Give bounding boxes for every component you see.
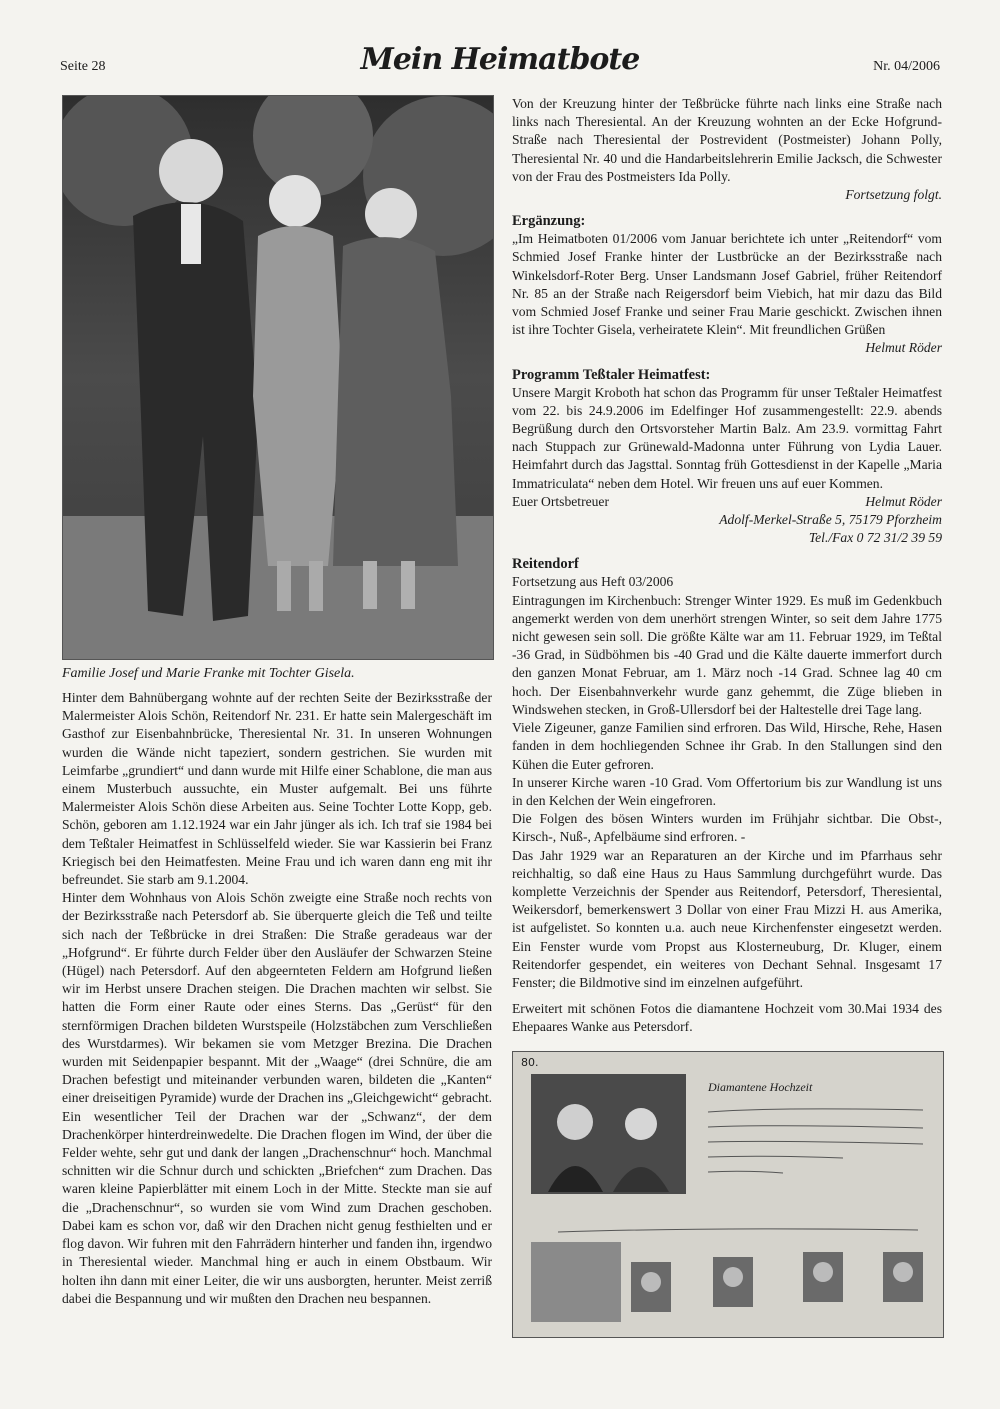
programm-signature [512,493,942,511]
reitendorf-paragraph: Das Jahr 1929 war an Reparaturen an der Kirche und im Pfarrhaus sehr reichhaltig, so daß eine Haus zu Haus Sammlung durchgeführt wurde. Das komplette Verzeichnis der Spender aus Reitendorf, Petersdorf, Theresiental, Weikersdorf, bemerkenswert 3 Dollar von einer Frau Mizzi H. aus Amerika, ist aufgelistet. So konnten u.a. auch neue Kirchenfenster eingesetzt werden. Ein Fenster wurde vom Propst aus Klosterneuburg, Dr. Kluger, einem Reitendorfer gespendet, ein weiteres von Dechant Sehnal. Insgesamt 17 Fenster; die Bildmotive sind im einzelnen aufgeführt. [512,847,942,990]
left-paragraph: Hinter dem Wohnhaus von Alois Schön zweigte eine Straße noch rechts von der Bezirksstraße nach Petersdorf ab. Sie überquerte gleich die Teß und teilte sich nach der Teßbrücke in drei Straßen: Die Straße geradeaus war der „Hofgrund“. Er führte durch Felder über den Ausläufer der Schwarzen Steine (Hügel) nach Petersdorf. Auf den abgeernteten Feldern am Hofgrund ließen wir im Herbst unsere Drachen steigen. Die Drachen machten wir selbst. Sie hatten die Form einer Raute oder eines Sterns. Das „Gerüst“ für den sternförmigen Drachen bildeten Wurstspeile (Holzstäbchen zum Verschließen des Wurstdarmes). Wir bekamen sie vom Metzger Brezina. Die Drachen wurden mit Seidenpapier bespannt. Mit der „Waage“ (drei Schnüre, die am Drachen befestigt und miteinander verbunden waren, bildeten die „Kanten“ einer dreiseitigen Pyramide) wurde der Drachen ins „Gleichgewicht“ gebracht. Ein wesentlicher Teil der Drachen war der „Schwanz“, der dem Drachenkörper hinterdreinwedelte. Die Drachen flogen im Wind, der über die Felder wehte, sehr gut und dank der langen „Drachenschnur“ hoch. Manchmal schnitten wir die Schnur durch und schickten „Briefchen“ zum Drachen. Das waren kleine Papierblätter mit einem Loch in der Mitte. Steckte man sie auf die „Drachenschnur“, so wurden sie vom Wind zum Drachen geschoben. Dabei kam es schon vor, daß wir den Drachen nicht genug festhielten und er flog davon. Wir fuhren mit den Fahrrädern hinterher und fanden ihn, irgendwo in Theresiental wieder. Manchmal hing er auch in einem Obstbaum. Wir holten ihn dann mit einer Leiter, die wir uns ausborgten, herunter. Meist zerriß dabei die Bespannung und wir mußten den Drachen neu bespannen. [62,890,492,1306]
intro-block [512,95,942,204]
page-header [60,42,940,82]
programm-sign-left: Euer Ortsbetreuer [512,493,609,509]
reitendorf-paragraph: In unserer Kirche waren -10 Grad. Vom Offertorium bis zur Wandlung ist uns in den Kelchen der Wein eingefroren. [512,774,942,808]
family-photo-art [63,96,493,659]
masthead: Mein Heimatbote [360,42,640,77]
ergaenzung-text: „Im Heimatboten 01/2006 vom Januar berichtete ich unter „Reitendorf“ vom Schmied Josef Franke hinter der Lustbrücke an der Bezirksstraße nach Winkelsdorf-Roter Berg. Unser Landsmann Josef Gabriel, früher Reitendorf Nr. 85 an der Straße nach Reigersdorf beim Viebich, hat mir dazu das Bild vom Schmied Josef Franke und seiner Frau Marie geschickt. Zwischen ihnen ist ihre Tochter Gisela, verheiratete Klein“. Mit freundlichen Grüßen [512,231,942,338]
programm-text: Unsere Margit Kroboth hat schon das Programm für unser Teßtaler Heimatfest vom 22. bis 24.9.2006 im Edelfinger Hof zusammengestellt: 22.9. abends Begrüßung durch den Ortsvorsteher Martin Balz. Am 23.9. vormittag Fahrt nach Stuppach zur Grünewald-Madonna unter Führung von Lydia Lauer. Heimfahrt durch das Jagsttal. Sonntag früh Gottesdienst in der Kapelle „Maria Immatriculata“ neben dem Hotel. Wir freuen uns auf euer Kommen. [512,384,942,491]
ergaenzung-heading: Ergänzung: [512,213,586,230]
intro-text: Von der Kreuzung hinter der Teßbrücke führte nach links eine Straße nach links nach Theresiental. An der Kreuzung wohnten an der Ecke Hofgrund-Straße nach Theresiental der Postrevident (Postmeister) Johann Polly, Theresiental Nr. 40 und die Handarbeitslehrerin Emilie Jacksch, die Schwester von der Frau des Postmeisters Ida Polly. [512,96,942,184]
ergaenzung-block [512,230,942,357]
reitendorf-heading: Reitendorf [512,556,579,573]
programm-address: Adolf-Merkel-Straße 5, 75179 Pforzheim [719,512,942,528]
wedding-photo [512,1051,944,1338]
left-column [62,95,492,1308]
page-number: Seite 28 [60,59,106,74]
right-column [512,95,942,1338]
programm-block [512,384,942,548]
left-paragraph: Hinter dem Bahnübergang wohnte auf der rechten Seite der Bezirksstraße der Malermeister Alois Schön, Reitendorf Nr. 231. Er hatte sein Malergeschäft im Gasthof zur Eisenbahnbrücke, Theresiental Nr. 31. In unseren Wohnungen wurden die Wände nicht tapeziert, sondern gestrichen. Sie wurden mit Leimfarbe „grundiert“ und dann wurde mit Hilfe einer Schablone, die man aus einem Musterbuch aussuchte, ein Muster aufgemalt. Bei uns führte Malermeister Alois Schön diese Arbeiten aus. Seine Tochter Lotte Kopp, geb. Schön, geboren am 1.12.1924 war ein Jahr jünger als ich. Ich traf sie 1984 bei dem Teßtaler Heimatfest in Schlüsselfeld wieder. Sie war Kassierin bei Franz Kriegisch bei den Heimatfesten. Meine Frau und ich waren dann eng mit ihr befreundet. Sie starb am 9.1.2004. [62,690,492,888]
programm-tel: Tel./Fax 0 72 31/2 39 59 [808,530,942,546]
programm-heading: Programm Teßtaler Heimatfest: [512,366,711,383]
continuation-note: Fortsetzung folgt. [845,187,942,203]
issue-number: Nr. 04/2006 [873,59,940,74]
reitendorf-paragraph: Viele Zigeuner, ganze Familien sind erfroren. Das Wild, Hirsche, Rehe, Hasen fanden in dem hochliegenden Schnee ihr Grab. In den Stallungen sind den Kühen die Euter gefroren. [512,720,942,772]
reitendorf-block [512,573,942,1036]
left-body-text [62,689,492,1308]
photo2-title: Diamantene Hochzeit [708,1079,813,1094]
reitendorf-paragraph: Die Folgen des bösen Winters wurden im Frühjahr sichtbar. Die Obst-, Kirsch-, Nuß-, Apfelbäume sind erfroren. - [512,811,942,845]
family-photo [62,95,494,660]
reitendorf-subtitle: Fortsetzung aus Heft 03/2006 [512,574,674,590]
photo2-number: 80. [521,1055,539,1069]
photo-caption: Familie Josef und Marie Franke mit Tochter Gisela. [62,666,355,681]
photo2-intro: Erweitert mit schönen Fotos die diamantene Hochzeit vom 30.Mai 1934 des Ehepaares Wanke aus Petersdorf. [512,1001,942,1035]
reitendorf-paragraph: Eintragungen im Kirchenbuch: Strenger Winter 1929. Es muß im Gedenkbuch angemerkt werden von dem unerhört strengen Winter, so seit dem Jahre 1775 nicht gewesen sein soll. Die größte Kälte war am 11. Februar 1929, im Teßtal -36 Grad, in Südböhmen bis -40 Grad und die Kälte dauerte immerfort durch den ganzen Monat Februar, am 1. März noch -14 Grad. Schnee lag 40 cm hoch. Der Eisenbahnverkehr wurde ganz gehemmt, die Züge blieben in Windswehen stecken, in Groß-Ullersdorf bei der Haltestelle drei Tage lang. [512,592,942,717]
ergaenzung-author: Helmut Röder [865,340,942,356]
programm-author: Helmut Röder [865,493,942,509]
